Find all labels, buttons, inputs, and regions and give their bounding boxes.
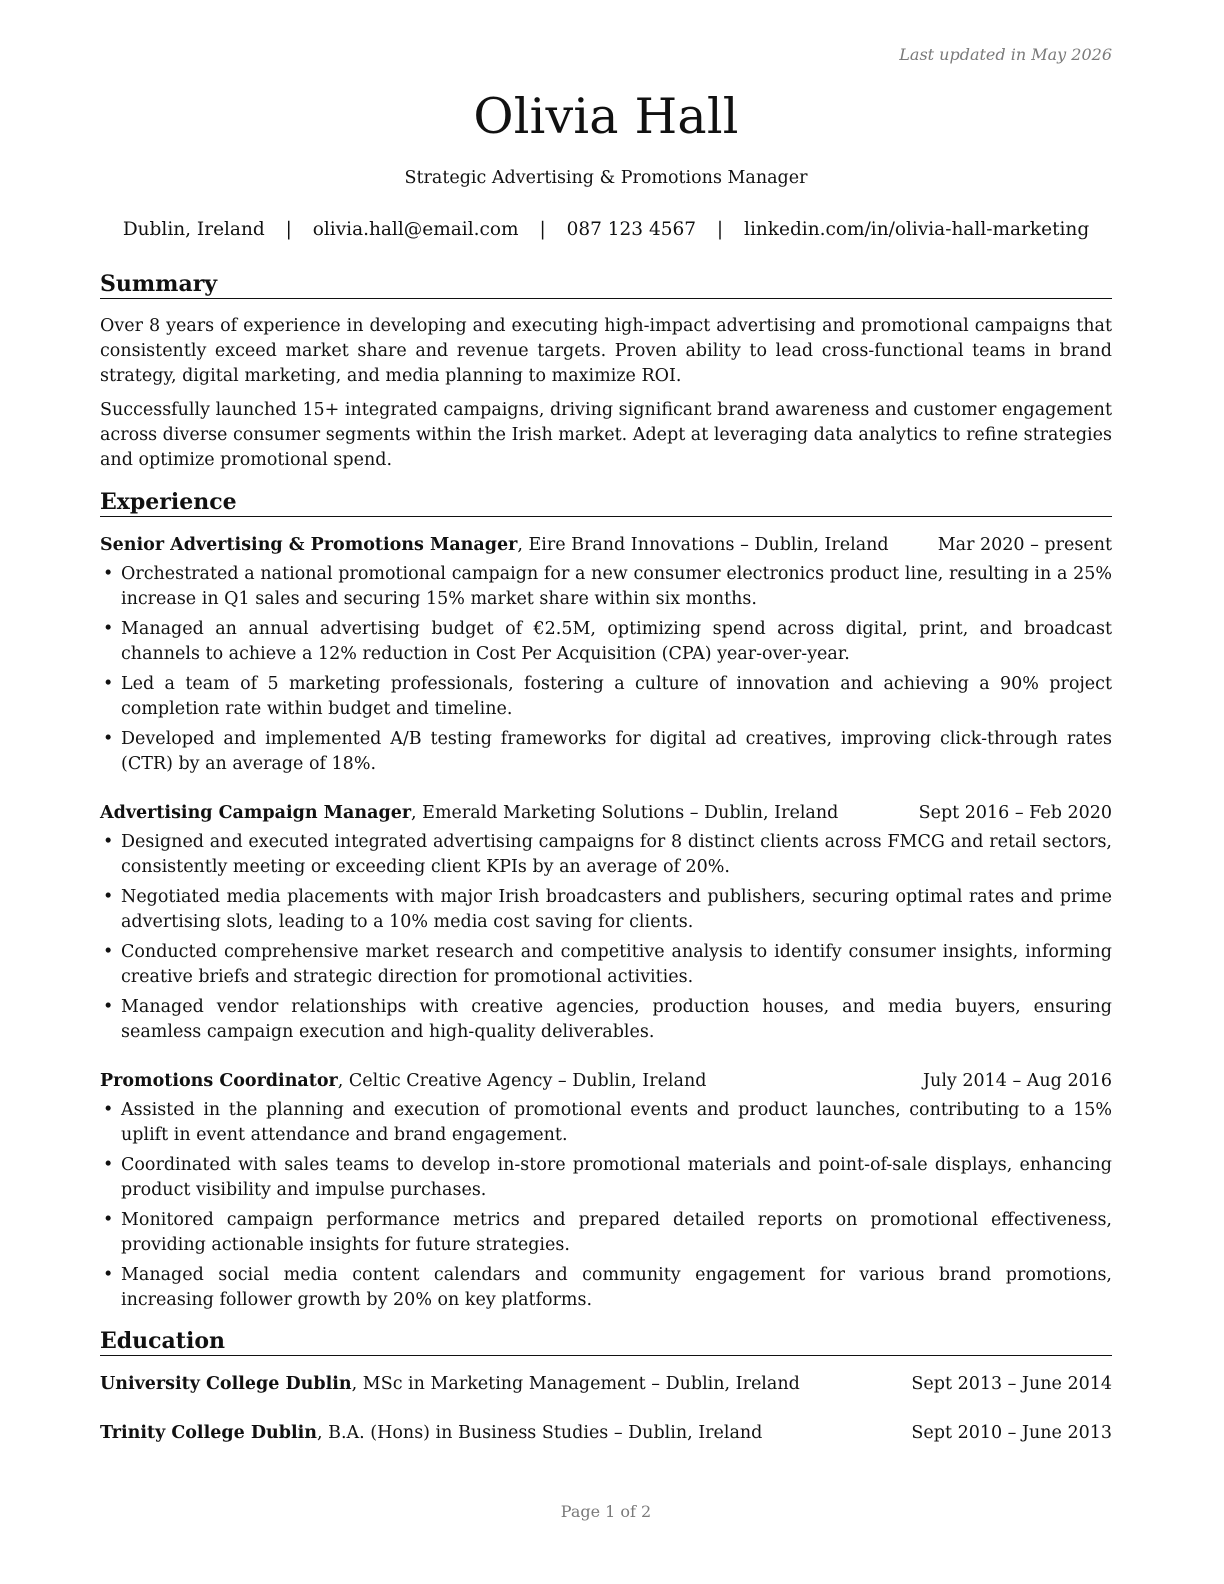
education-dates: Sept 2010 – June 2013 bbox=[911, 1423, 1112, 1443]
page-number: Page 1 of 2 bbox=[560, 1502, 652, 1521]
education-heading: Education bbox=[100, 1328, 1112, 1356]
list-item bbox=[100, 940, 1112, 990]
job-company: , Celtic Creative Agency – Dublin, Ireland bbox=[337, 1071, 707, 1091]
list-item bbox=[100, 885, 1112, 935]
resume-page bbox=[100, 0, 1112, 1584]
contact-line bbox=[100, 219, 1112, 240]
bullet-text: Developed and implemented A/B testing frameworks for digital ad creatives, improving click-through rates (CTR) by an average of 18%. bbox=[121, 729, 1112, 774]
education-dates: Sept 2013 – June 2014 bbox=[911, 1374, 1112, 1394]
job-dates: July 2014 – Aug 2016 bbox=[923, 1071, 1112, 1091]
bullet-icon: • bbox=[103, 564, 114, 584]
list-item bbox=[100, 1153, 1112, 1203]
bullet-text: Orchestrated a national promotional campaign for a new consumer electronics product line, resulting in a 25% increase in Q1 sales and securing 15% market share within six months. bbox=[121, 564, 1112, 609]
contact-separator: | bbox=[716, 219, 724, 240]
bullet-text: Managed vendor relationships with creative agencies, production houses, and media buyers, ensuring seamless campaign execution and high-quality deliverables. bbox=[121, 997, 1112, 1042]
bullet-icon: • bbox=[103, 1265, 114, 1285]
last-updated-note: Last updated in May 2026 bbox=[899, 45, 1112, 64]
bullet-text: Managed an annual advertising budget of €2.5M, optimizing spend across digital, print, and broadcast channels to achieve a 12% reduction in Cost Per Acquisition (CPA) year-over-year. bbox=[121, 619, 1112, 664]
bullet-icon: • bbox=[103, 942, 114, 962]
job-bullet-list bbox=[100, 1098, 1112, 1318]
bullet-text: Conducted comprehensive market research and competitive analysis to identify consumer insights, informing creative briefs and strategic direction for promotional activities. bbox=[121, 942, 1112, 987]
bullet-text: Assisted in the planning and execution of promotional events and product launches, contributing to a 15% uplift in event attendance and brand engagement. bbox=[121, 1100, 1112, 1145]
job-role: Advertising Campaign Manager bbox=[100, 803, 412, 823]
contact-linkedin[interactable]: linkedin.com/in/olivia-hall-marketing bbox=[744, 219, 1090, 240]
bullet-icon: • bbox=[103, 887, 114, 907]
job-role: Promotions Coordinator bbox=[100, 1071, 338, 1091]
list-item bbox=[100, 995, 1112, 1045]
bullet-text: Coordinated with sales teams to develop in-store promotional materials and point-of-sale displays, enhancing product visibility and impulse purchases. bbox=[121, 1155, 1112, 1200]
bullet-icon: • bbox=[103, 1210, 114, 1230]
list-item bbox=[100, 830, 1112, 880]
summary-heading: Summary bbox=[100, 271, 1112, 299]
bullet-text: Managed social media content calendars and community engagement for various brand promotions, increasing follower growth by 20% on key platforms. bbox=[121, 1265, 1112, 1310]
bullet-icon: • bbox=[103, 729, 114, 749]
job-dates: Sept 2016 – Feb 2020 bbox=[918, 803, 1112, 823]
bullet-text: Led a team of 5 marketing professionals, fostering a culture of innovation and achieving a 90% project completion rate within budget and timeline. bbox=[121, 674, 1112, 719]
bullet-icon: • bbox=[103, 1100, 114, 1120]
education-school: University College Dublin bbox=[100, 1374, 352, 1394]
job-header bbox=[100, 1069, 1112, 1094]
list-item bbox=[100, 672, 1112, 722]
bullet-icon: • bbox=[103, 619, 114, 639]
contact-separator: | bbox=[285, 219, 292, 240]
contact-separator: | bbox=[539, 219, 546, 240]
candidate-headline: Strategic Advertising & Promotions Manager bbox=[404, 168, 808, 188]
bullet-icon: • bbox=[103, 674, 114, 694]
list-item bbox=[100, 727, 1112, 777]
bullet-text: Monitored campaign performance metrics and prepared detailed reports on promotional effectiveness, providing actionable insights for future strategies. bbox=[121, 1210, 1112, 1255]
job-dates: Mar 2020 – present bbox=[937, 535, 1112, 555]
job-bullet-list bbox=[100, 562, 1112, 782]
education-school: Trinity College Dublin bbox=[100, 1423, 317, 1443]
bullet-icon: • bbox=[103, 1155, 114, 1175]
job-header bbox=[100, 533, 1112, 558]
education-degree: , B.A. (Hons) in Business Studies – Dublin, Ireland bbox=[316, 1423, 763, 1443]
bullet-text: Designed and executed integrated advertising campaigns for 8 distinct clients across FMCG and retail sectors, consistently meeting or exceeding client KPIs by an average of 20%. bbox=[121, 832, 1112, 877]
job-bullet-list bbox=[100, 830, 1112, 1050]
contact-phone: 087 123 4567 bbox=[566, 219, 697, 240]
education-entry bbox=[100, 1372, 1112, 1397]
contact-email[interactable]: olivia.hall@email.com bbox=[312, 219, 519, 240]
list-item bbox=[100, 1098, 1112, 1148]
list-item bbox=[100, 617, 1112, 667]
education-entry bbox=[100, 1421, 1112, 1446]
list-item bbox=[100, 562, 1112, 612]
job-company: , Emerald Marketing Solutions – Dublin, Ireland bbox=[411, 803, 839, 823]
candidate-name: Olivia Hall bbox=[473, 88, 739, 145]
job-header bbox=[100, 801, 1112, 826]
bullet-icon: • bbox=[103, 832, 114, 852]
list-item bbox=[100, 1263, 1112, 1313]
job-role: Senior Advertising & Promotions Manager bbox=[100, 535, 518, 555]
education-degree: , MSc in Marketing Management – Dublin, Ireland bbox=[351, 1374, 800, 1394]
contact-location: Dublin, Ireland bbox=[122, 219, 265, 240]
summary-paragraph-1: Over 8 years of experience in developing and executing high-impact advertising and promotional campaigns that consistently exceed market share and revenue targets. Proven ability to lead cross-functional teams in brand strategy, digital marketing, and media planning to maximize ROI. bbox=[100, 316, 1112, 386]
job-company: , Eire Brand Innovations – Dublin, Ireland bbox=[517, 535, 889, 555]
experience-heading: Experience bbox=[100, 489, 1112, 517]
list-item bbox=[100, 1208, 1112, 1258]
bullet-text: Negotiated media placements with major Irish broadcasters and publishers, securing optimal rates and prime advertising slots, leading to a 10% media cost saving for clients. bbox=[121, 887, 1112, 932]
bullet-icon: • bbox=[103, 997, 114, 1017]
summary-paragraph-2: Successfully launched 15+ integrated campaigns, driving significant brand awareness and customer engagement across diverse consumer segments within the Irish market. Adept at leveraging data analytics to refine strategies and optimize promotional spend. bbox=[100, 400, 1112, 470]
